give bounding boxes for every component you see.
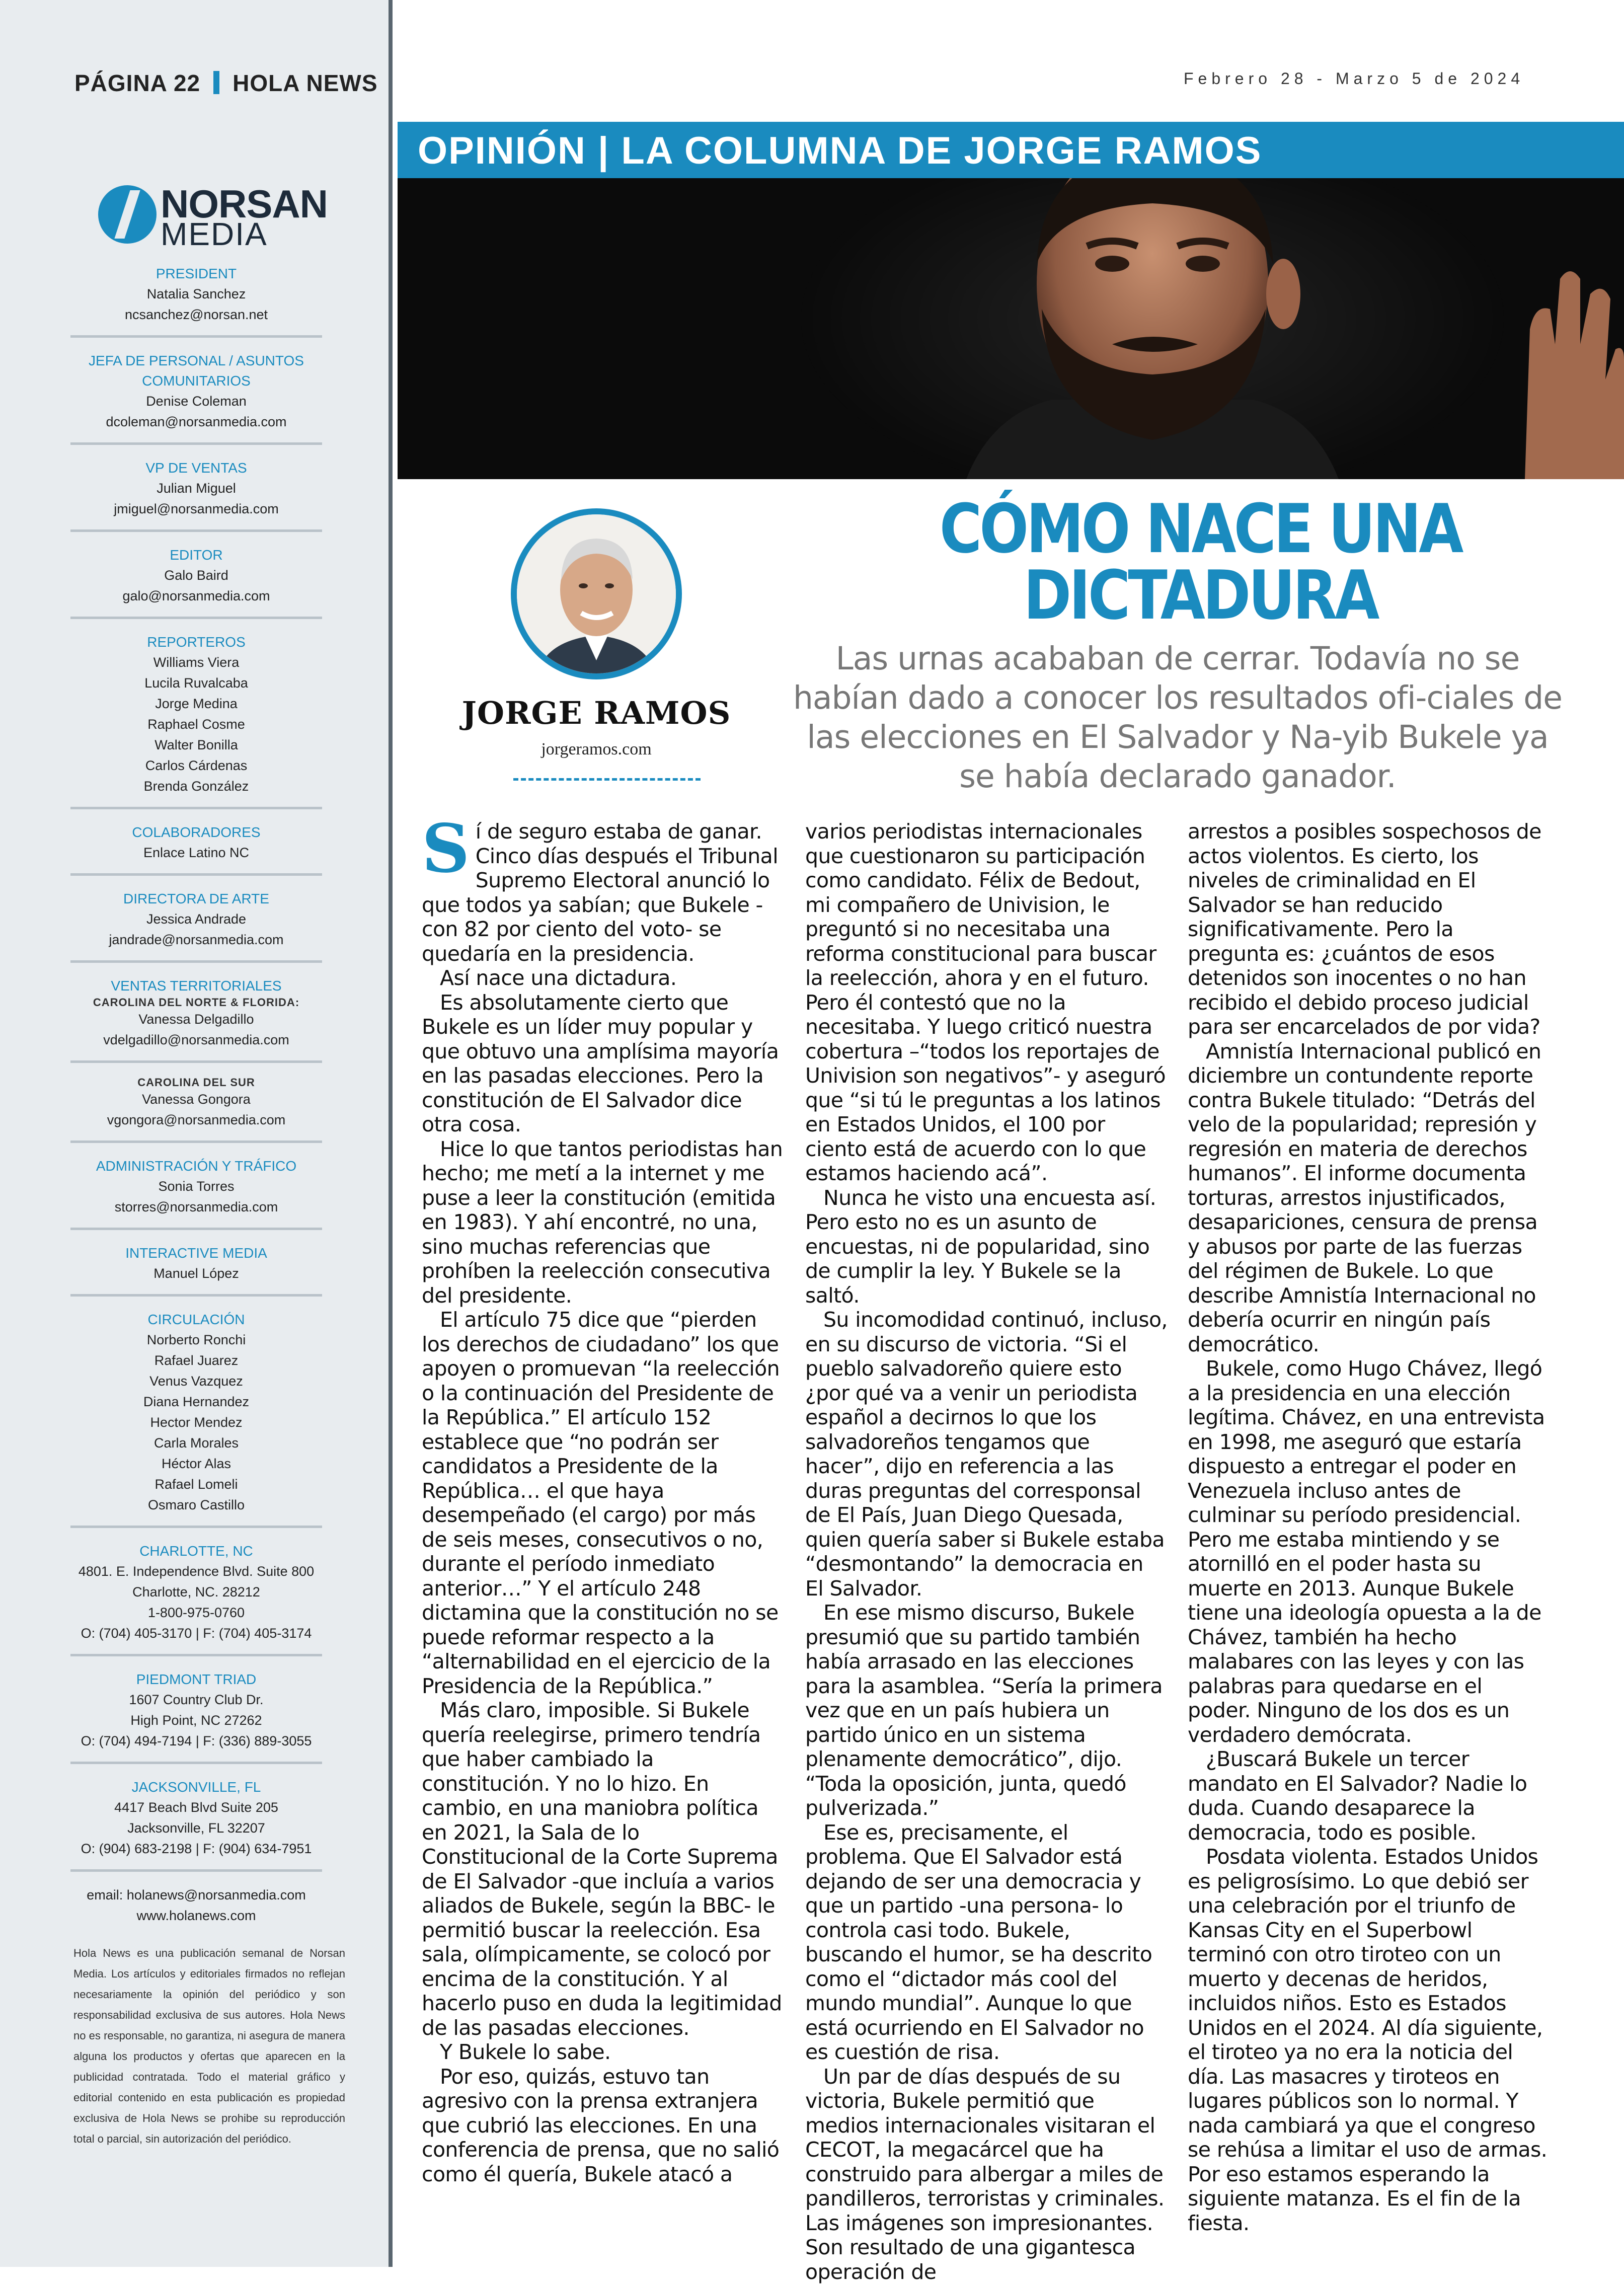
staff-line: Raphael Cosme (70, 714, 322, 735)
staff-section (70, 974, 322, 1063)
staff-line: jmiguel@norsanmedia.com (70, 499, 322, 519)
article-headline: CÓMO NACE UNA DICTADURA (882, 496, 1518, 629)
staff-line: 1607 Country Club Dr. (70, 1690, 322, 1710)
staff-line: Vanessa Delgadillo (70, 1009, 322, 1030)
staff-section-title: JACKSONVILLE, FL (70, 1777, 322, 1797)
staff-line: Julian Miguel (70, 478, 322, 499)
section-banner (398, 122, 1624, 178)
staff-section-title: PIEDMONT TRIAD (70, 1669, 322, 1690)
paragraph-text: Nunca he visto una encuesta así. Pero esto no es un asunto de encuestas, ni de popularidad, sino de cumplir la ley. Y Bukele se la saltó. (805, 1186, 1156, 1308)
staff-section-subtitle: CAROLINA DEL NORTE & FLORIDA: (70, 996, 322, 1009)
article-paragraph (1188, 1747, 1550, 1845)
staff-section (70, 262, 322, 338)
logo-line-1: NORSAN (161, 181, 328, 227)
staff-line: Sonia Torres (70, 1176, 322, 1197)
page-number: PÁGINA 22 (74, 70, 200, 96)
publication-disclaimer: Hola News es una publicación semanal de Norsan Media. Los artículos y editoriales firmados no reflejan necesariamente la opinión del periódico y son responsabilidad exclusiva de sus autores. Hola News no es responsable, no garantiza, ni asegura de manera alguna los productos y ofertas que aparecen en la publicidad contratada. Todo el material gráfico y editorial contenido en esta publicación es propiedad exclusiva de Hola News se prohibe su reproducción total o parcial, sin autorización del periódico. (73, 1943, 345, 2149)
staff-line: Osmaro Castillo (70, 1495, 322, 1515)
section-banner-title: OPINIÓN | LA COLUMNA DE JORGE RAMOS (418, 129, 1262, 173)
staff-line: Venus Vazquez (70, 1371, 322, 1392)
staff-line: ncsanchez@norsan.net (70, 304, 322, 325)
article-paragraph (422, 991, 784, 1137)
staff-line: Rafael Juarez (70, 1350, 322, 1371)
staff-line: jandrade@norsanmedia.com (70, 930, 322, 950)
paragraph-text: Hice lo que tantos periodistas han hecho; me metí a la internet y me puse a leer la constitución (emitida en 1983). Y ahí encontré, no una, sino muchas referencias que prohíben la reelección consecutiva del presidente. (422, 1137, 783, 1308)
paragraph-text: Un par de días después de su victoria, Bukele permitió que medios internacionales visitaran el CECOT, la megacárcel que ha construido para albergar a miles de pandilleros, terroristas y criminales. Las imágenes son impresionantes. Son resultado de una gigantesca operación de (805, 2065, 1164, 2284)
staff-line: vgongora@norsanmedia.com (70, 1110, 322, 1130)
article-column-2 (805, 819, 1168, 2284)
staff-section (70, 1154, 322, 1230)
article-paragraph (422, 819, 784, 966)
staff-line: Williams Viera (70, 652, 322, 673)
bukele-photo (398, 178, 1624, 479)
staff-line: O: (704) 405-3170 | F: (704) 405-3174 (70, 1623, 322, 1644)
article-column-3 (1188, 819, 1550, 2235)
article-deck: Las urnas acababan de cerrar. Todavía no se habían dado a conocer los resultados ofi-ciales de las elecciones en El Salvador y Na-yib Bukele ya se había declarado ganador. (785, 639, 1570, 796)
issue-date: Febrero 28 - Marzo 5 de 2024 (1184, 69, 1524, 88)
staff-line: Brenda González (70, 776, 322, 797)
staff-section-title: VP DE VENTAS (70, 458, 322, 478)
staff-section (70, 1308, 322, 1528)
staff-line: Charlotte, NC. 28212 (70, 1582, 322, 1603)
author-portrait-illustration (517, 514, 676, 673)
staff-line: Hector Mendez (70, 1412, 322, 1433)
staff-section-title: JEFA DE PERSONAL / ASUNTOS COMUNITARIOS (70, 351, 322, 391)
article-paragraph (422, 966, 784, 991)
paragraph-text: í de seguro estaba de ganar. Cinco días después el Tribunal Supremo Electoral anunció lo que todos ya sabían; que Bukele -con 82 por ciento del voto- se quedaría en la presidencia. (422, 819, 778, 966)
staff-section (70, 1241, 322, 1297)
article-paragraph (422, 2040, 784, 2065)
staff-line: email: holanews@norsanmedia.com (70, 1885, 322, 1906)
staff-line: Norberto Ronchi (70, 1330, 322, 1350)
staff-line: Héctor Alas (70, 1454, 322, 1474)
paragraph-text: Por eso, quizás, estuvo tan agresivo con la prensa extranjera que cubrió las elecciones. En una conferencia de prensa, que no salió como él quería, Bukele atacó a (422, 2065, 779, 2186)
staff-line: Galo Baird (70, 565, 322, 586)
article-column-1 (422, 819, 784, 2186)
paragraph-text: El artículo 75 dice que “pierden los derechos de ciudadano” los que apoyen o promuevan “la reelección o la continuación del Presidente de la República.” El artículo 152 establece que “no podrán ser candidatos a Presidente de la República… el que haya desempeñado (el cargo) por más de seis meses, consecutivos o no, durante el período inmediato anterior…” Y el artículo 248 dictamina que la constitución no se puede reformar respecto a la “alternabilidad en el ejercicio de la Presidencia de la República.” (422, 1308, 780, 1698)
author-divider (513, 778, 701, 781)
staff-section-title: CHARLOTTE, NC (70, 1541, 322, 1561)
staff-line: High Point, NC 27262 (70, 1710, 322, 1731)
staff-section (70, 1883, 322, 1936)
staff-line: Jessica Andrade (70, 909, 322, 930)
norsan-media-logo (98, 181, 330, 247)
staff-line: Carla Morales (70, 1433, 322, 1454)
staff-line: Diana Hernandez (70, 1392, 322, 1412)
page-folio (74, 69, 378, 97)
paragraph-text: En ese mismo discurso, Bukele presumió que su partido también había arrasado en las elecciones para la asamblea. “Sería la primera vez que en un país hubiera un partido único en un sistema plenamente democrático”, dijo. “Toda la oposición, junta, quedó pulverizada.” (805, 1601, 1163, 1820)
paragraph-text: Así nace una dictadura. (440, 966, 676, 990)
logo-line-2: MEDIA (161, 215, 268, 253)
staff-line: Enlace Latino NC (70, 843, 322, 863)
paragraph-text: Más claro, imposible. Si Bukele quería reelegirse, primero tendría que haber cambiado la constitución. Y no lo hizo. En cambio, en una maniobra política en 2021, la Sala de lo Constitucional de la Corte Suprema de El Salvador -que incluía a varios aliados de Bukele, según la BBC- le permitió buscar la reelección. Esa sala, olímpicamente, se colocó por encima de la constitución. Y al hacerlo puso en duda la legitimidad de las pasadas elecciones. (422, 1698, 782, 2040)
staff-line: vdelgadillo@norsanmedia.com (70, 1030, 322, 1050)
norsan-logo-icon (98, 185, 157, 244)
article-paragraph (805, 1308, 1168, 1601)
paragraph-text: Bukele, como Hugo Chávez, llegó a la presidencia en una elección legítima. Chávez, en una entrevista en 1998, me aseguró que estaría dispuesto a entregar el poder en Venezuela incluso antes de culminar su período presidencial. Pero me estaba mintiendo y se atornilló en el poder hasta su muerte en 2013. Aunque Bukele tiene una ideología opuesta a la de Chávez, también ha hecho malabares con las leyes y con las palabras para quedarse en el poder. Ninguno de los dos es un verdadero demócrata. (1188, 1356, 1545, 1747)
folio-divider (213, 71, 219, 94)
article-paragraph (805, 1820, 1168, 2065)
paragraph-text: Posdata violenta. Estados Unidos es peligrosísimo. Lo que debió ser una celebración por el triunfo de Kansas City en el Superbowl terminó con otro tiroteo con un muerto y decenas de heridos, incluidos niños. Esto es Estados Unidos en el 2024. Al día siguiente, el tiroteo ya no era la noticia del día. Las masacres y tiroteos en lugares públicos son lo normal. Y nada cambiará ya que el congreso se rehúsa a limitar el uso de armas. Por eso estamos esperando la siguiente matanza. Es el fin de la fiesta. (1188, 1845, 1547, 2235)
staff-section (70, 1074, 322, 1143)
article-paragraph (422, 1698, 784, 2040)
paragraph-text: ¿Buscará Bukele un tercer mandato en El Salvador? Nadie lo duda. Cuando desaparece la democracia, todo es posible. (1188, 1747, 1527, 1845)
staff-section-subtitle: CAROLINA DEL SUR (70, 1076, 322, 1089)
staff-section (70, 630, 322, 809)
staff-section (70, 543, 322, 619)
staff-line: www.holanews.com (70, 1906, 322, 1926)
staff-line: O: (904) 683-2198 | F: (904) 634-7951 (70, 1839, 322, 1859)
article-paragraph (805, 819, 1168, 1186)
article-paragraph (1188, 819, 1550, 1039)
publication-name: HOLA NEWS (233, 70, 377, 96)
article-paragraph (422, 1308, 784, 1698)
staff-line: 4417 Beach Blvd Suite 205 (70, 1797, 322, 1818)
staff-section-title: DIRECTORA DE ARTE (70, 889, 322, 909)
staff-line: Rafael Lomeli (70, 1474, 322, 1495)
author-website: jorgeramos.com (443, 740, 750, 759)
author-name: JORGE RAMOS (443, 695, 750, 731)
staff-section (70, 1667, 322, 1764)
staff-line: Vanessa Gongora (70, 1089, 322, 1110)
paragraph-text: Es absolutamente cierto que Bukele es un líder muy popular y que obtuvo una amplísima mayoría en las pasadas elecciones. Pero la constitución de El Salvador dice otra cosa. (422, 991, 779, 1137)
staff-section-title: PRESIDENT (70, 264, 322, 284)
staff-line: O: (704) 494-7194 | F: (336) 889-3055 (70, 1731, 322, 1752)
staff-section-title: INTERACTIVE MEDIA (70, 1243, 322, 1263)
staff-line: Manuel López (70, 1263, 322, 1284)
paragraph-text: Y Bukele lo sabe. (440, 2040, 610, 2064)
staff-section-title: CIRCULACIÓN (70, 1310, 322, 1330)
article-paragraph (1188, 1039, 1550, 1357)
article-paragraph (1188, 1356, 1550, 1747)
article-paragraph (1188, 1845, 1550, 2235)
staff-line: Walter Bonilla (70, 735, 322, 755)
article-paragraph (422, 2065, 784, 2187)
staff-section-title: REPORTEROS (70, 632, 322, 652)
staff-line: 1-800-975-0760 (70, 1603, 322, 1623)
staff-section (70, 887, 322, 963)
staff-line: Jacksonville, FL 32207 (70, 1818, 322, 1839)
author-avatar (511, 508, 682, 679)
staff-line: galo@norsanmedia.com (70, 586, 322, 606)
staff-section (70, 456, 322, 532)
portrait-photo-illustration (398, 178, 1624, 479)
paragraph-text: Ese es, precisamente, el problema. Que El Salvador está dejando de ser una democracia y que un partido -una persona- lo controla casi todo. Bukele, buscando el humor, se ha descrito como el “dictador más cool del mundo mundial”. Aunque lo que está ocurriendo en El Salvador no es cuestión de risa. (805, 1820, 1152, 2065)
staff-section-title: VENTAS TERRITORIALES (70, 976, 322, 996)
staff-line: Natalia Sanchez (70, 284, 322, 304)
staff-section-title: COLABORADORES (70, 822, 322, 843)
staff-line: 4801. E. Independence Blvd. Suite 800 (70, 1561, 322, 1582)
paragraph-text: arrestos a posibles sospechosos de actos violentos. Es cierto, los niveles de criminalidad en El Salvador se han reducido significativamente. Pero la pregunta es: ¿cuántos de esos detenidos son inocentes o no han recibido el debido proceso judicial para ser encarcelados de por vida? (1188, 819, 1541, 1039)
staff-line: Denise Coleman (70, 391, 322, 412)
staff-section (70, 349, 322, 445)
staff-line: dcoleman@norsanmedia.com (70, 412, 322, 432)
staff-section (70, 1539, 322, 1656)
article-paragraph (805, 1186, 1168, 1308)
article-paragraph (805, 1601, 1168, 1820)
article-paragraph (805, 2065, 1168, 2284)
staff-section (70, 820, 322, 876)
paragraph-text: Amnistía Internacional publicó en diciembre un contundente reporte contra Bukele titulado: “Detrás del velo de la popularidad; represión y regresión en materia de derechos humanos”. El informe documenta torturas, arrestos injustificados, desapariciones, censura de prensa y abusos por parte de las fuerzas del régimen de Bukele. Lo que describe Amnistía Internacional no debería ocurrir en ningún país democrático. (1188, 1039, 1541, 1356)
masthead-staff-list (70, 262, 322, 1947)
author-avatar-photo (517, 514, 676, 673)
staff-line: Jorge Medina (70, 694, 322, 714)
paragraph-text: Su incomodidad continuó, incluso, en su discurso de victoria. “Si el pueblo salvadoreño quiere esto ¿por qué va a venir un periodista español a decirnos lo que los salvadoreños tengamos que hacer”, dijo en referencia a las duras preguntas del corresponsal de El País, Juan Diego Quesada, quien quería saber si Bukele estaba “desmontando” la democracia en El Salvador. (805, 1308, 1168, 1601)
staff-section-title: EDITOR (70, 545, 322, 565)
staff-line: storres@norsanmedia.com (70, 1197, 322, 1217)
article-paragraph (422, 1137, 784, 1308)
staff-section (70, 1775, 322, 1872)
paragraph-text: varios periodistas internacionales que cuestionaron su participación como candidato. Félix de Bedout, mi compañero de Univision, le preguntó si no necesitaba una reforma constitucional para buscar la reelección, ahora y en el futuro. Pero él contestó que no la necesitaba. Y luego criticó nuestra cobertura –“todos los reportajes de Univision son negativos”- y aseguró que “si tú le preguntas a los latinos en Estados Unidos, el 100 por ciento está de acuerdo con lo que estamos haciendo acá”. (805, 819, 1166, 1185)
drop-cap: S (422, 821, 470, 877)
staff-sidebar (0, 0, 393, 2267)
staff-section-title: ADMINISTRACIÓN Y TRÁFICO (70, 1156, 322, 1176)
staff-line: Lucila Ruvalcaba (70, 673, 322, 694)
staff-line: Carlos Cárdenas (70, 755, 322, 776)
